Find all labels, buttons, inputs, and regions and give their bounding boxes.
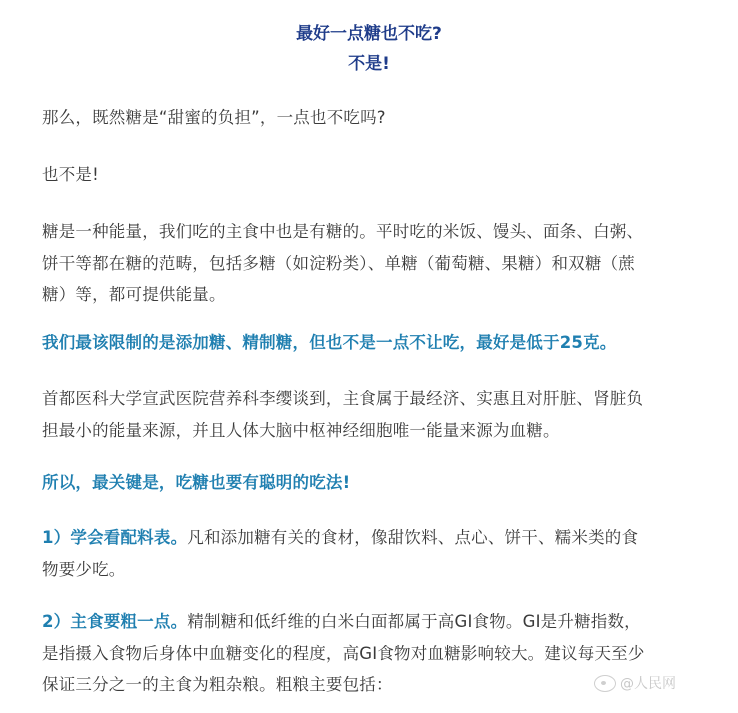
highlight-limit-added-sugar: 我们最该限制的是添加糖、精制糖，但也不是一点不让吃，最好是低于25克。: [42, 333, 617, 352]
weibo-icon: [594, 675, 616, 692]
tip-read-ingredients: [42, 522, 722, 585]
paragraph-line: 首都医科大学宣武医院营养科李缨谈到，主食属于最经济、实惠且对肝脏、肾脏负: [42, 389, 644, 408]
paragraph-question: 那么，既然糖是“甜蜜的负担”，一点也不吃吗?: [42, 108, 386, 127]
watermark-text: @人民网: [620, 676, 676, 692]
heading-answer: 不是!: [348, 54, 390, 74]
paragraph-line: 担最小的能量来源，并且人体大脑中枢神经细胞唯一能量来源为血糖。: [42, 420, 560, 440]
tip-title: 1）学会看配料表。: [42, 528, 188, 547]
paragraph-expert-quote: [42, 383, 722, 446]
paragraph-line: 保证三分之一的主食为粗杂粮。粗粮主要包括：: [42, 675, 393, 694]
paragraph-line: 是指摄入食物后身体中血糖变化的程度，高GI食物对血糖影响较大。建议每天至少: [42, 643, 645, 663]
highlight-smart-eating: 所以，最关键是，吃糖也要有聪明的吃法!: [42, 473, 351, 492]
tip-title: 2）主食要粗一点。: [42, 612, 188, 631]
tip-text: 凡和添加糖有关的食材，像甜饮料、点心、饼干、糯米类的食: [187, 528, 639, 547]
paragraph-line: 饼干等都在糖的范畴，包括多糖（如淀粉类）、单糖（葡萄糖、果糖）和双糖（蔗: [42, 253, 635, 273]
paragraph-line: 物要少吃。: [42, 559, 126, 579]
paragraph-line: 糖）等，都可提供能量。: [42, 285, 226, 304]
paragraph-line: [42, 522, 722, 554]
paragraph-line: [42, 606, 722, 638]
paragraph-sugar-energy: [42, 216, 722, 311]
paragraph-answer: 也不是!: [42, 165, 99, 184]
heading-question: 最好一点糖也不吃?: [296, 24, 442, 44]
paragraph-line: 糖是一种能量，我们吃的主食中也是有糖的。平时吃的米饭、馒头、面条、白粥、: [42, 222, 644, 241]
watermark: [594, 673, 676, 693]
tip-text: 精制糖和低纤维的白米白面都属于高GI食物。GI是升糖指数，: [187, 612, 641, 631]
